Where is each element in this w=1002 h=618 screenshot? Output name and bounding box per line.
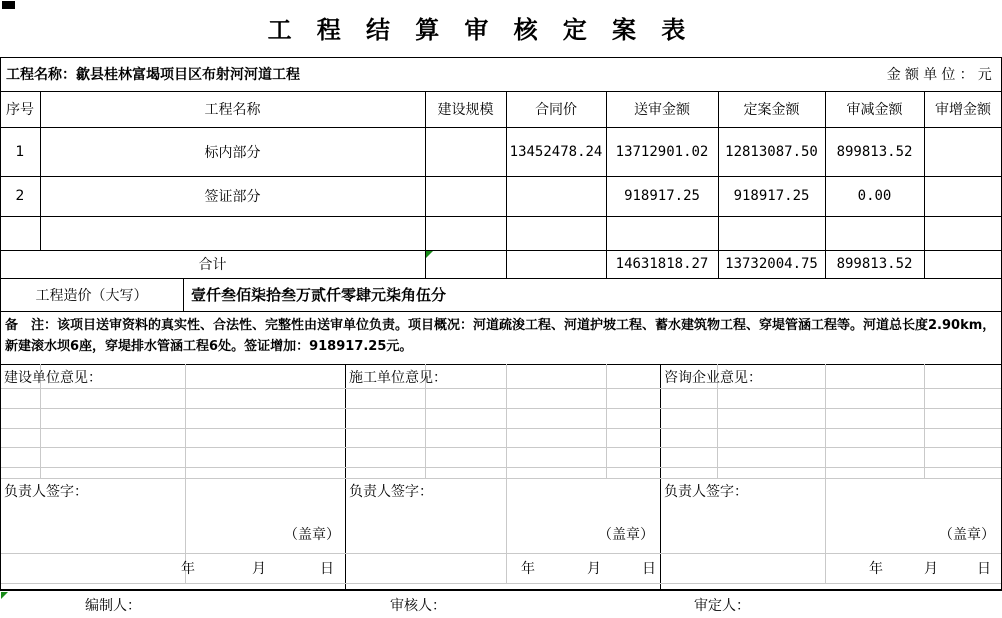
page-title: 工程结算审核定案表 xyxy=(267,16,711,44)
row2-no: 2 xyxy=(15,188,25,204)
total-reduced: 899813.52 xyxy=(836,256,913,272)
page-corner-mark xyxy=(2,1,15,9)
date-day-middle: 日 xyxy=(642,561,656,577)
row2-finalized: 918917.25 xyxy=(733,188,810,204)
row2-submitted: 918917.25 xyxy=(624,188,700,204)
gridline xyxy=(1,583,1001,584)
footer-reviewer-label: 审核人： xyxy=(390,597,446,614)
rule xyxy=(183,278,184,311)
rule xyxy=(0,57,1002,58)
col-header-increased: 审增金额 xyxy=(935,102,991,118)
cell-error-marker-icon xyxy=(1,592,8,599)
row2-reduced: 0.00 xyxy=(857,188,892,204)
col-header-reduced: 审减金额 xyxy=(846,102,903,118)
gridline xyxy=(1,553,1001,554)
row1-finalized: 12813087.50 xyxy=(725,143,818,160)
gridline xyxy=(825,364,826,583)
gridline xyxy=(606,364,607,478)
signer-label-right: 负责人签字： xyxy=(664,484,748,500)
signer-label-left: 负责人签字： xyxy=(4,484,88,500)
cell-error-marker-icon xyxy=(426,251,433,258)
date-month-middle: 月 xyxy=(587,561,601,577)
amount-in-words-value: 壹仟叁佰柒拾叁万贰仟零肆元柒角伍分 xyxy=(191,286,447,304)
col-header-no: 序号 xyxy=(6,102,34,118)
gridline xyxy=(506,364,507,583)
row1-reduced: 899813.52 xyxy=(836,143,913,160)
row1-contract: 13452478.24 xyxy=(509,143,603,160)
seal-label-middle: （盖章） xyxy=(598,527,654,543)
total-label: 合计 xyxy=(198,257,227,273)
footer-preparer-label: 编制人： xyxy=(85,597,141,614)
col-header-name: 工程名称 xyxy=(204,102,261,118)
col-header-scale: 建设规模 xyxy=(437,102,494,118)
gridline xyxy=(1,447,1001,448)
row1-no: 1 xyxy=(15,143,25,160)
date-year-right: 年 xyxy=(869,561,883,577)
rule xyxy=(0,311,1002,312)
project-name: 工程名称：歙县桂林富堨项目区布射河河道工程 xyxy=(6,67,300,83)
gridline xyxy=(1,428,1001,429)
seal-label-right: （盖章） xyxy=(939,527,995,543)
row1-name: 标内部分 xyxy=(204,144,261,161)
remarks-text: 备 注：该项目送审资料的真实性、合法性、完整性由送审单位负责。项目概况：河道疏浚工程、河道护坡工程、蓄水建筑物工程、穿堤管涵工程等。河道总长度2.90km，新建滚水坝6座，穿堤排水管涵工程6处。签证增加：918917.25元。 xyxy=(5,318,996,354)
gridline xyxy=(924,364,925,478)
date-year-middle: 年 xyxy=(521,561,535,577)
gridline xyxy=(185,364,186,583)
opinion-label-contractor-unit: 施工单位意见： xyxy=(349,370,447,386)
col-header-contract: 合同价 xyxy=(535,102,577,118)
amount-unit-note: 金额单位：元 xyxy=(886,67,996,83)
date-month-right: 月 xyxy=(924,561,938,577)
date-day-left: 日 xyxy=(320,561,334,577)
total-finalized: 13732004.75 xyxy=(725,256,818,272)
opinion-label-construction-unit: 建设单位意见： xyxy=(4,370,102,386)
signer-label-middle: 负责人签字： xyxy=(349,484,433,500)
col-header-submitted: 送审金额 xyxy=(634,102,690,118)
date-month-left: 月 xyxy=(252,561,266,577)
row2-name: 签证部分 xyxy=(204,189,261,205)
opinion-label-consulting-firm: 咨询企业意见： xyxy=(664,370,762,386)
gridline xyxy=(1,467,1001,468)
gridline xyxy=(1,408,1001,409)
col-header-finalized: 定案金额 xyxy=(743,102,800,118)
seal-label-left: （盖章） xyxy=(284,527,340,543)
rule xyxy=(0,216,1002,217)
total-submitted: 14631818.27 xyxy=(615,256,709,272)
date-day-right: 日 xyxy=(977,561,991,577)
date-year-left: 年 xyxy=(181,561,195,577)
row1-submitted: 13712901.02 xyxy=(615,143,709,160)
footer-approver-label: 审定人： xyxy=(694,597,750,614)
amount-in-words-label: 工程造价（大写） xyxy=(35,287,148,304)
